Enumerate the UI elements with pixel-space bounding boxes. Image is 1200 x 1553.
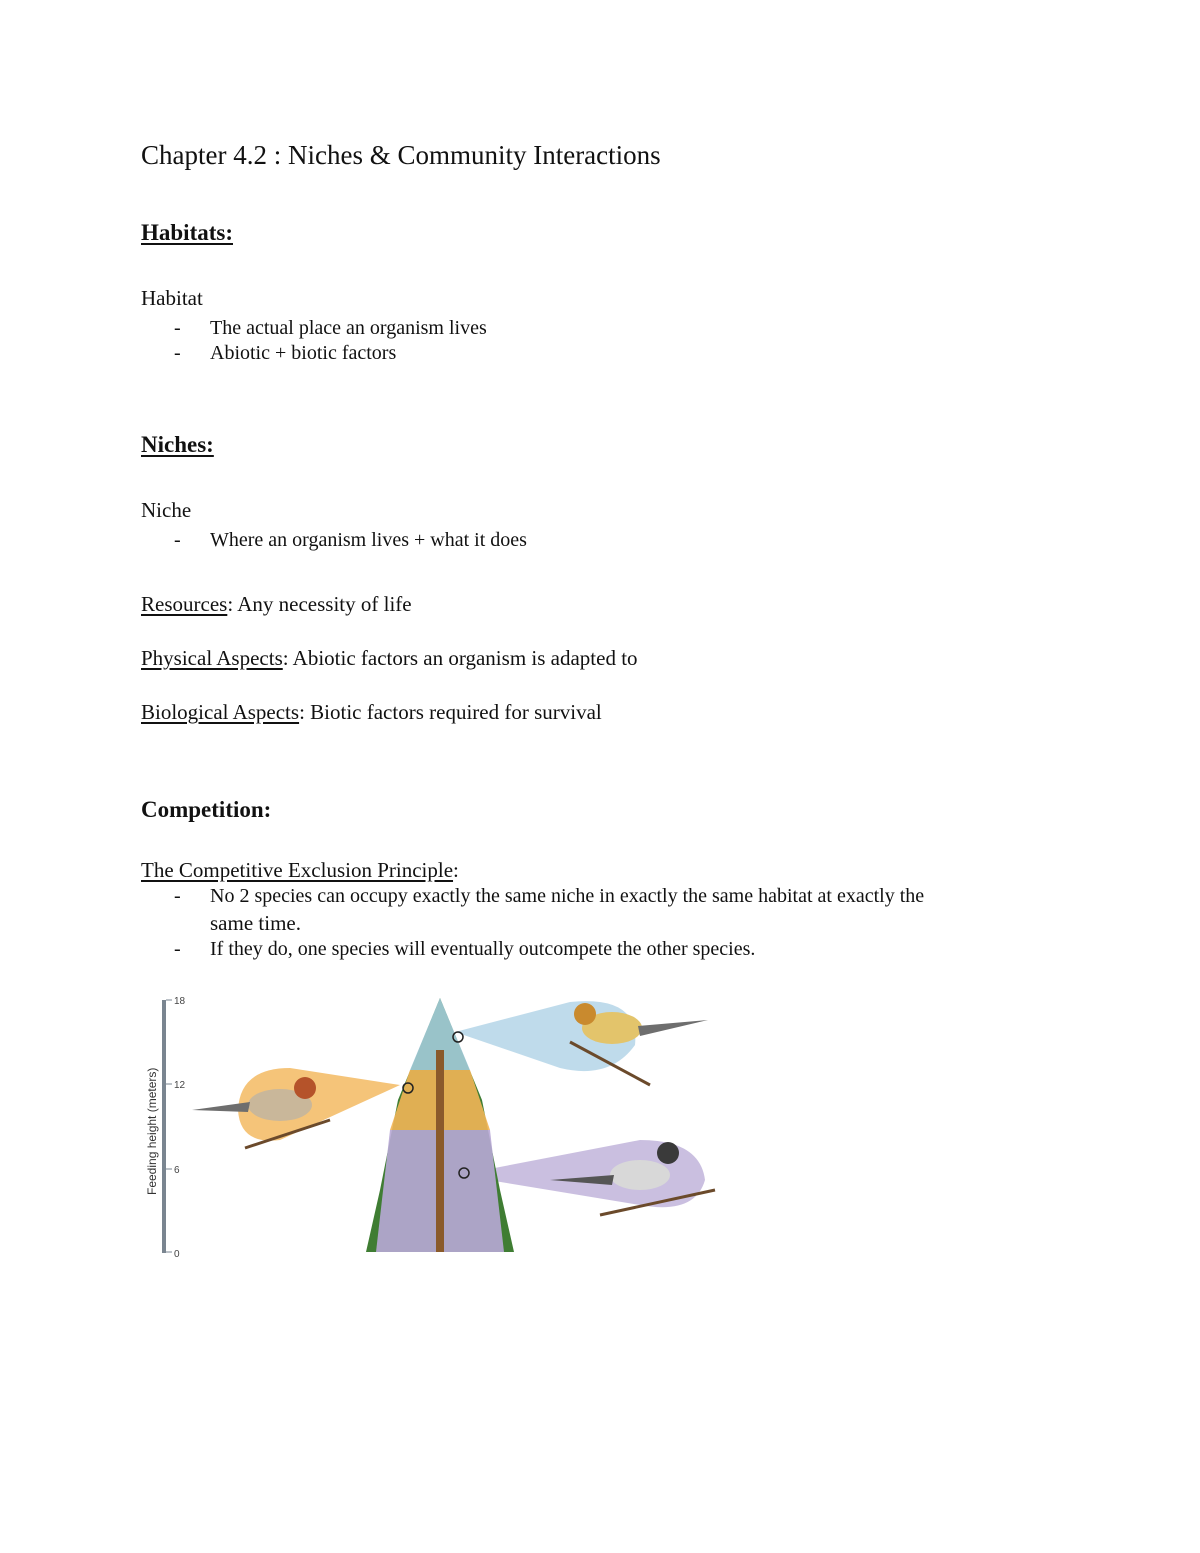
niche-term: Niche: [141, 498, 192, 522]
competition-bullet-1-continued: same time.: [210, 911, 301, 935]
tick-6: 6: [174, 1165, 180, 1176]
axis-label: Feeding height (meters): [145, 1067, 159, 1195]
definition-physical-aspects: Physical Aspects: Abiotic factors an organism is adapted to: [141, 646, 638, 670]
definition-resources: Resources: Any necessity of life: [141, 592, 412, 616]
definition-biological-aspects: Biological Aspects: Biotic factors required for survival: [141, 700, 602, 724]
axis-ticks: [166, 996, 186, 1260]
principle-heading: The Competitive Exclusion Principle:: [141, 858, 459, 882]
page-title: Chapter 4.2 : Niches & Community Interactions: [141, 140, 661, 170]
warbler-feeding-height-figure: [140, 990, 740, 1270]
niches-heading: Niches:: [141, 432, 214, 457]
habitat-term: Habitat: [141, 286, 203, 310]
tick-0: 0: [174, 1249, 180, 1260]
habitats-heading: Habitats:: [141, 220, 233, 245]
height-axis: [162, 1000, 166, 1253]
competition-heading: Competition:: [141, 797, 272, 822]
tick-12: 12: [174, 1080, 186, 1091]
tick-18: 18: [174, 996, 186, 1007]
